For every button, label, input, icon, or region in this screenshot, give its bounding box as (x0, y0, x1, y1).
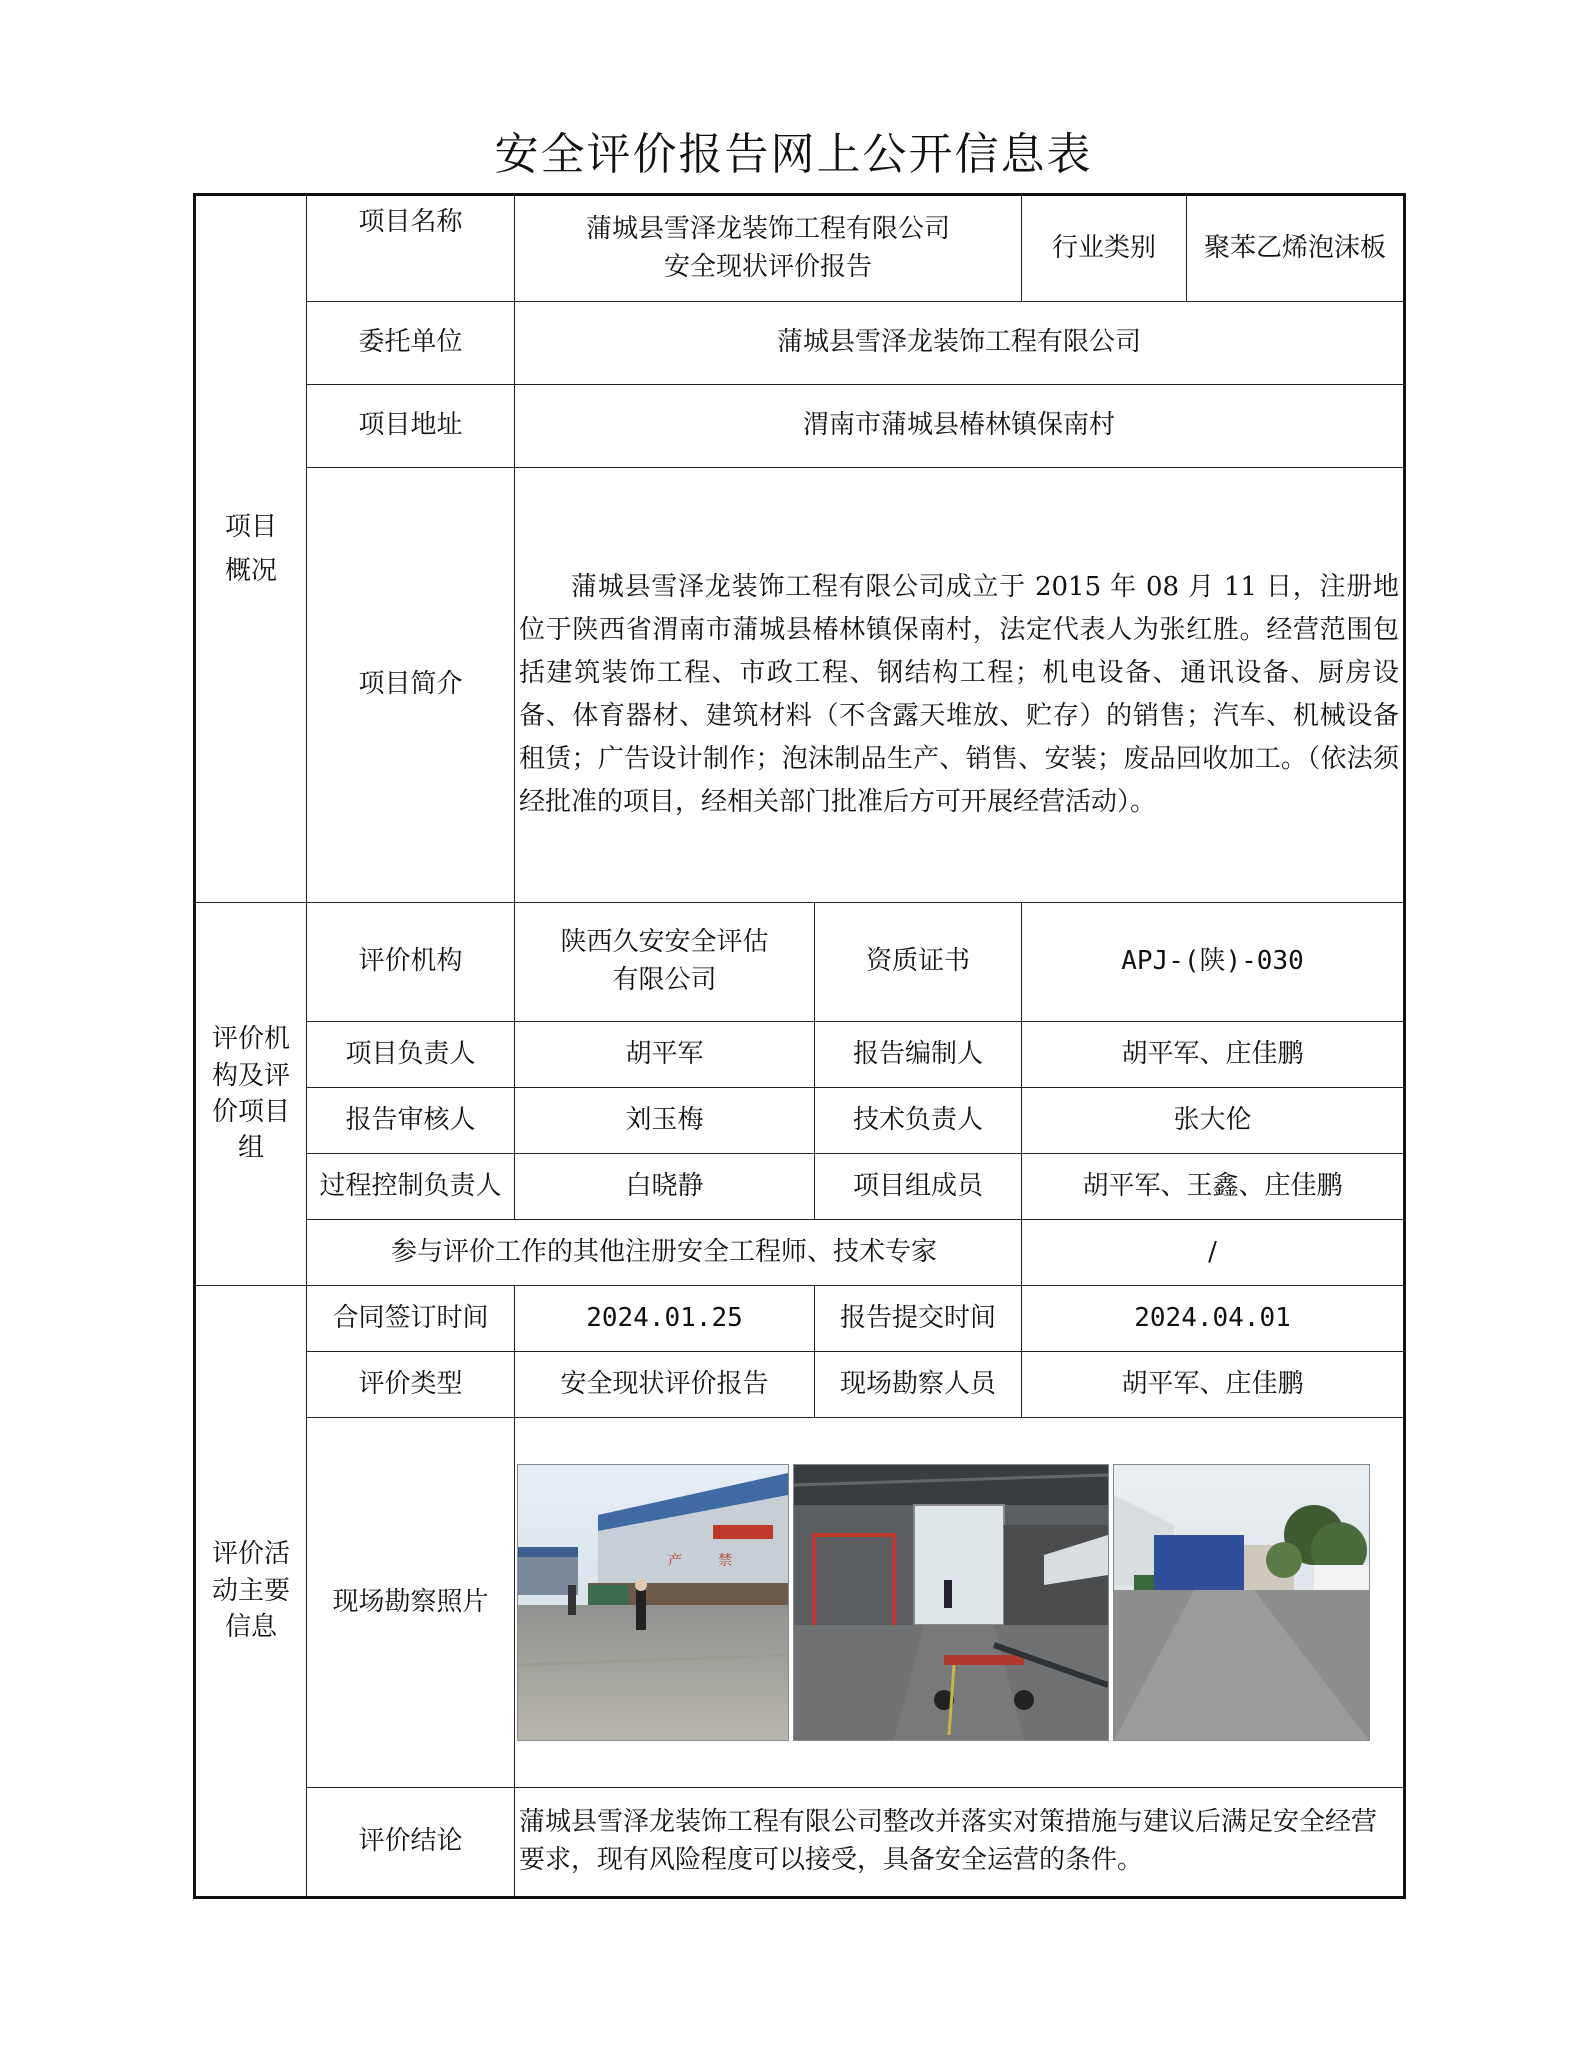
type-label: 评价类型 (307, 1352, 515, 1418)
tech-label: 技术负责人 (815, 1088, 1022, 1154)
process-label: 过程控制负责人 (307, 1154, 515, 1220)
surveyor-value: 胡平军、庄佳鹏 (1022, 1352, 1405, 1418)
site-photo-2 (793, 1464, 1109, 1741)
contract-label: 合同签订时间 (307, 1286, 515, 1352)
tech-value: 张大伦 (1022, 1088, 1405, 1154)
info-table (193, 193, 1406, 1899)
photos-cell (515, 1418, 1405, 1788)
reviewer-label: 报告审核人 (307, 1088, 515, 1154)
section-overview: 项目概况 (195, 195, 307, 903)
section-activity: 评价活动主要信息 (195, 1286, 307, 1898)
intro-label: 项目简介 (307, 468, 515, 903)
contract-value: 2024.01.25 (515, 1286, 815, 1352)
project-name-label: 项目名称 (307, 195, 515, 302)
section-org: 评价机构及评价项目组 (195, 903, 307, 1286)
client-label: 委托单位 (307, 302, 515, 385)
members-value: 胡平军、王鑫、庄佳鹏 (1022, 1154, 1405, 1220)
address-value: 渭南市蒲城县椿林镇保南村 (515, 385, 1405, 468)
address-label: 项目地址 (307, 385, 515, 468)
site-photo-1 (517, 1464, 789, 1741)
leader-value: 胡平军 (515, 1022, 815, 1088)
process-value: 白晓静 (515, 1154, 815, 1220)
agency-label: 评价机构 (307, 903, 515, 1022)
conclusion-label: 评价结论 (307, 1788, 515, 1898)
members-label: 项目组成员 (815, 1154, 1022, 1220)
photos-label: 现场勘察照片 (307, 1418, 515, 1788)
client-value: 蒲城县雪泽龙装饰工程有限公司 (515, 302, 1405, 385)
others-label: 参与评价工作的其他注册安全工程师、技术专家 (307, 1220, 1022, 1286)
submit-label: 报告提交时间 (815, 1286, 1022, 1352)
reviewer-value: 刘玉梅 (515, 1088, 815, 1154)
conclusion-text: 蒲城县雪泽龙装饰工程有限公司整改并落实对策措施与建议后满足安全经营要求，现有风险程度可以接受，具备安全运营的条件。 (515, 1788, 1405, 1898)
project-name-value: 蒲城县雪泽龙装饰工程有限公司 安全现状评价报告 (515, 195, 1022, 302)
page-title: 安全评价报告网上公开信息表 (494, 129, 1093, 180)
svg-text:产: 产 (668, 1553, 682, 1569)
leader-label: 项目负责人 (307, 1022, 515, 1088)
submit-value: 2024.04.01 (1022, 1286, 1405, 1352)
type-value: 安全现状评价报告 (515, 1352, 815, 1418)
others-value: / (1022, 1220, 1405, 1286)
writer-value: 胡平军、庄佳鹏 (1022, 1022, 1405, 1088)
site-photo-3 (1113, 1464, 1370, 1741)
cert-value: APJ-(陕)-030 (1022, 903, 1405, 1022)
intro-text: 蒲城县雪泽龙装饰工程有限公司成立于 2015 年 08 月 11 日，注册地位于陕西省渭南市蒲城县椿林镇保南村，法定代表人为张红胜。经营范围包括建筑装饰工程、市政工程、钢结构工程；机电设备、通讯设备、厨房设备、体育器材、建筑材料（不含露天堆放、贮存）的销售；汽车、机械设备租赁；广告设计制作；泡沫制品生产、销售、安装；废品回收加工。（依法须经批准的项目，经相关部门批准后方可开展经营活动）。 (515, 468, 1405, 903)
svg-text:禁: 禁 (718, 1553, 732, 1569)
industry-label: 行业类别 (1022, 195, 1187, 302)
agency-value: 陕西久安安全评估 有限公司 (515, 903, 815, 1022)
industry-value: 聚苯乙烯泡沫板 (1187, 195, 1405, 302)
surveyor-label: 现场勘察人员 (815, 1352, 1022, 1418)
writer-label: 报告编制人 (815, 1022, 1022, 1088)
cert-label: 资质证书 (815, 903, 1022, 1022)
